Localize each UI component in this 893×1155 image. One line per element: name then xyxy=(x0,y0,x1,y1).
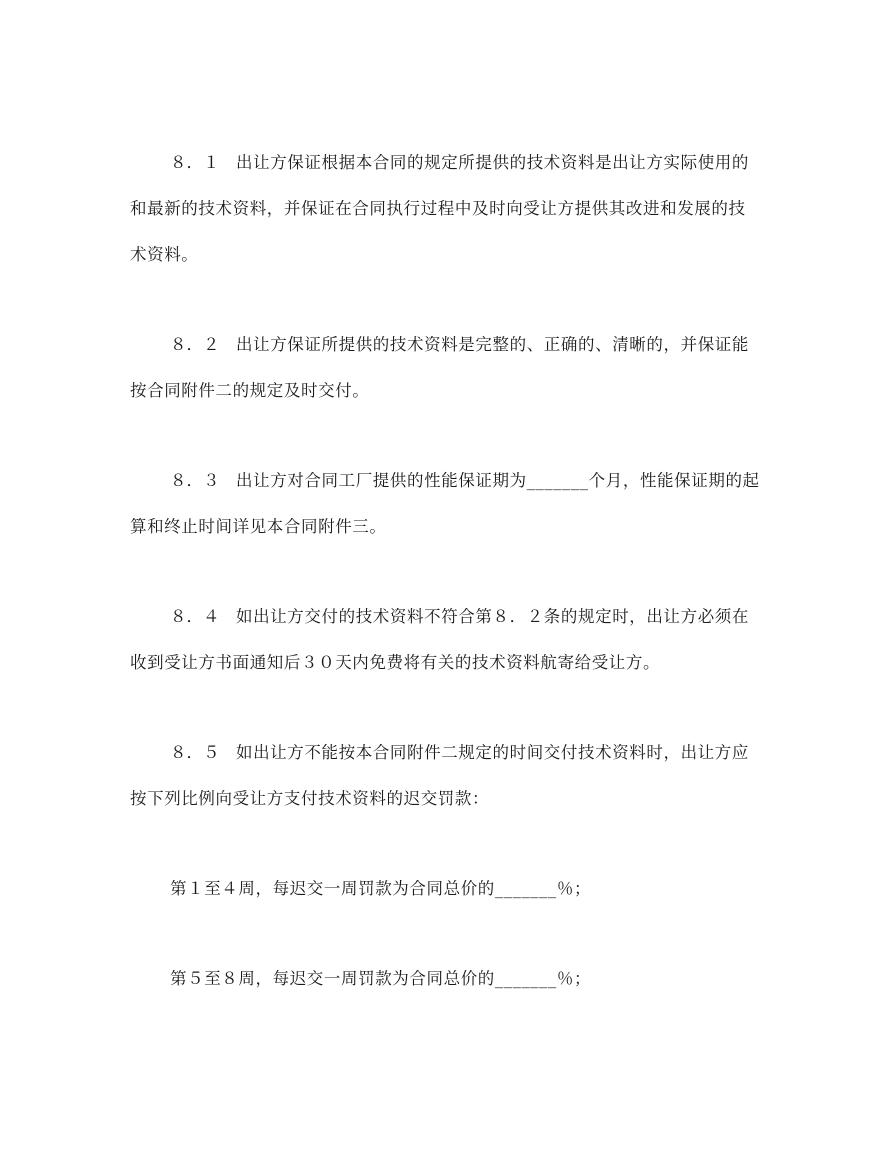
clause-line xyxy=(130,730,775,776)
clause-line xyxy=(130,140,775,186)
clause-text: 如出让方交付的技术资料不符合第８．２条的规定时，出让方必须在 xyxy=(236,607,749,626)
penalty-weeks-5-8 xyxy=(130,956,775,1002)
clause-text: 如出让方不能按本合同附件二规定的时间交付技术资料时，出让方应 xyxy=(236,743,749,762)
clause-8-4 xyxy=(130,594,775,686)
clause-text: 出让方保证根据本合同的规定所提供的技术资料是出让方实际使用的 xyxy=(236,153,749,172)
clause-number: ８．２ xyxy=(170,335,220,354)
clause-number: ８．１ xyxy=(170,153,220,172)
clause-line: 收到受让方书面通知后３０天内免费将有关的技术资料航寄给受让方。 xyxy=(130,653,661,672)
clause-line: 和最新的技术资料，并保证在合同执行过程中及时向受让方提供其改进和发展的技 xyxy=(130,199,746,218)
clause-text: 出让方保证所提供的技术资料是完整的、正确的、清晰的，并保证能 xyxy=(236,335,749,354)
clause-line: 按合同附件二的规定及时交付。 xyxy=(130,381,370,400)
clause-line xyxy=(130,322,775,368)
clause-8-5 xyxy=(130,730,775,822)
penalty-line: 第１至４周，每迟交一周罚款为合同总价的_______％； xyxy=(170,879,592,898)
clause-number: ８．４ xyxy=(170,607,220,626)
clause-line: 算和终止时间详见本合同附件三。 xyxy=(130,517,387,536)
clause-8-2 xyxy=(130,322,775,414)
clause-8-3 xyxy=(130,458,775,550)
clause-text: 出让方对合同工厂提供的性能保证期为_______个月，性能保证期的起 xyxy=(236,471,760,490)
clause-number: ８．５ xyxy=(170,743,220,762)
clause-8-1 xyxy=(130,140,775,278)
penalty-weeks-1-4 xyxy=(130,866,775,912)
clause-line: 按下列比例向受让方支付技术资料的迟交罚款： xyxy=(130,789,490,808)
clause-line xyxy=(130,458,775,504)
clause-line xyxy=(130,594,775,640)
penalty-line: 第５至８周，每迟交一周罚款为合同总价的_______％； xyxy=(170,969,592,988)
clause-line: 术资料。 xyxy=(130,245,199,264)
clause-number: ８．３ xyxy=(170,471,220,490)
